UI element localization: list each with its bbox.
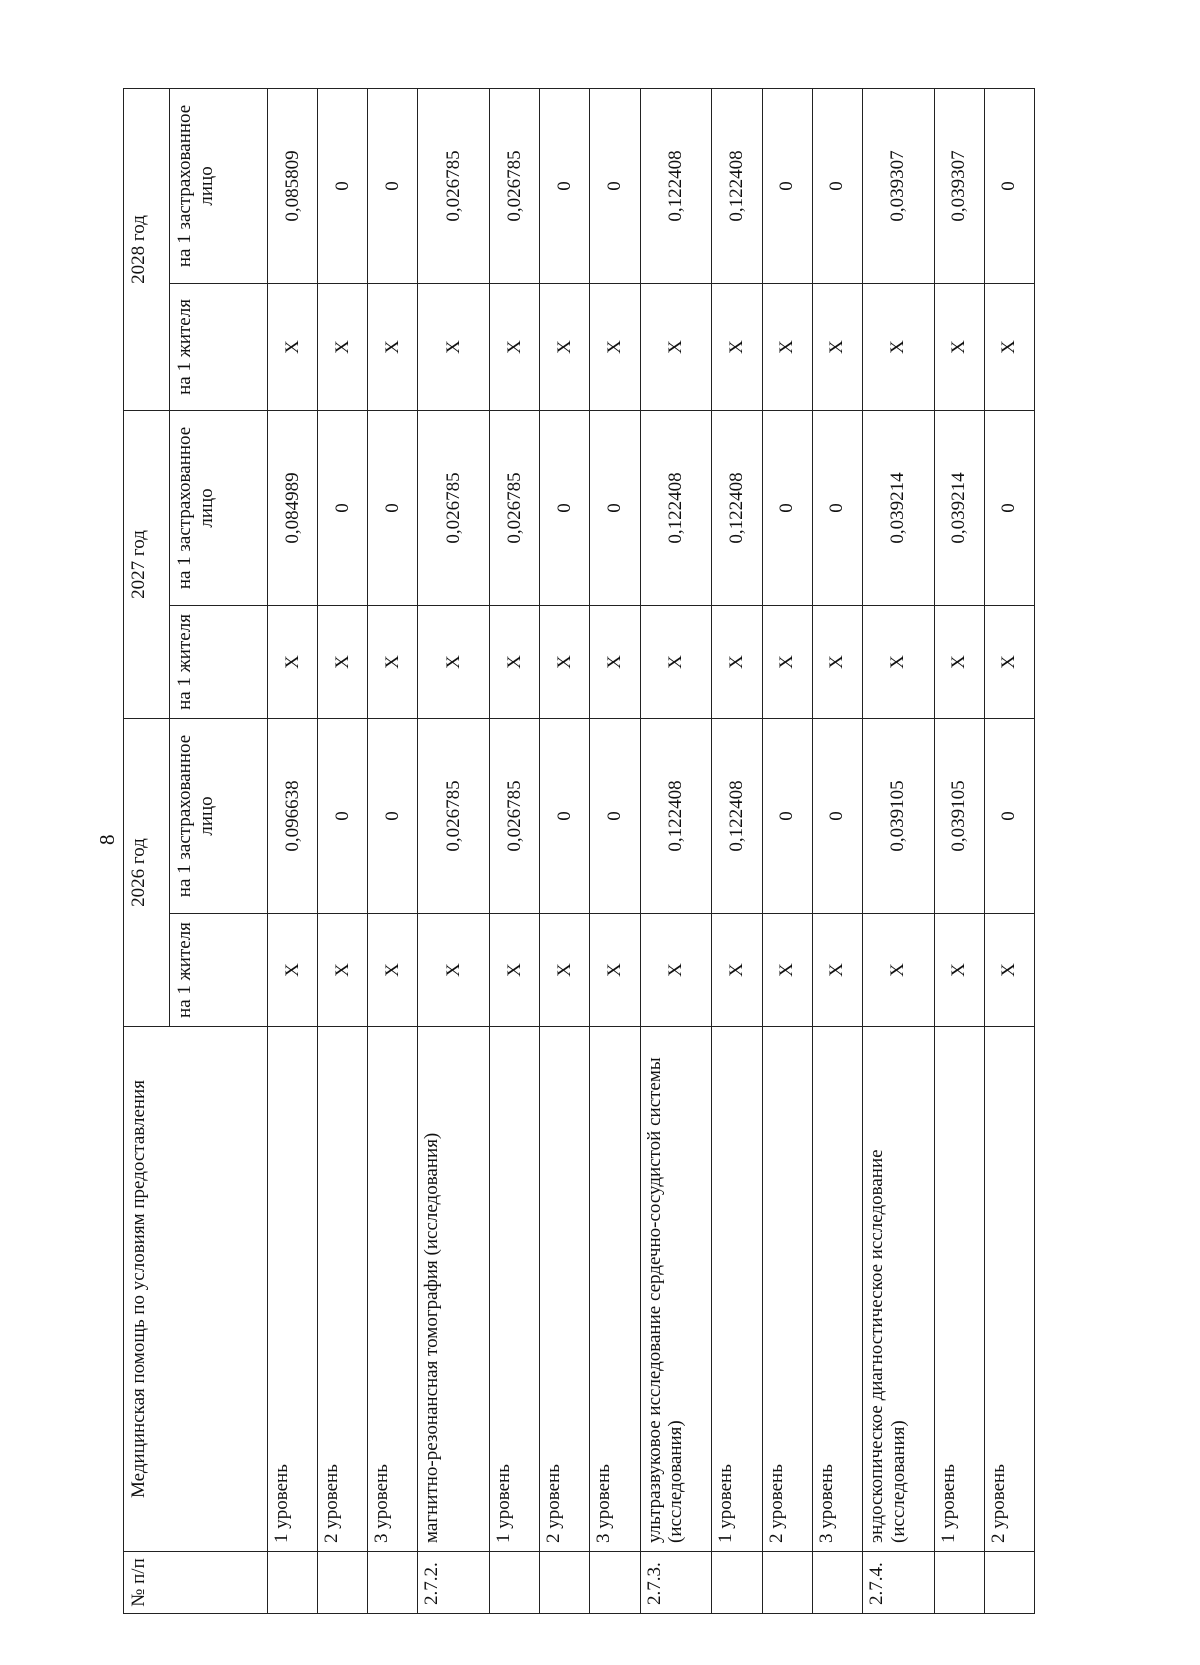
- row-name: 2 уровень: [762, 1027, 812, 1552]
- row-name: 1 уровень: [490, 1027, 540, 1552]
- cell-per-insured: 0: [540, 718, 590, 913]
- cell-per-resident: X: [368, 605, 418, 718]
- row-number: [984, 1552, 1034, 1614]
- header-per-resident: на 1 жителя: [170, 605, 268, 718]
- cell-per-insured: 0: [812, 718, 862, 913]
- page-number: 8: [95, 834, 119, 845]
- cell-per-insured: 0,026785: [490, 410, 540, 605]
- cell-per-insured: 0,122408: [640, 88, 712, 283]
- row-number: [812, 1552, 862, 1614]
- cell-per-insured: 0,122408: [712, 88, 762, 283]
- cell-per-resident: X: [418, 605, 490, 718]
- header-per-resident: на 1 жителя: [170, 283, 268, 410]
- cell-per-insured: 0,026785: [418, 718, 490, 913]
- cell-per-resident: X: [318, 914, 368, 1027]
- cell-per-insured: 0,039307: [862, 88, 934, 283]
- row-name: 3 уровень: [368, 1027, 418, 1552]
- cell-per-insured: 0: [984, 718, 1034, 913]
- header-year-2026: 2026 год: [124, 718, 170, 1026]
- header-year-2028: 2028 год: [124, 88, 170, 410]
- row-name: 3 уровень: [590, 1027, 640, 1552]
- cell-per-insured: 0: [318, 718, 368, 913]
- cell-per-insured: 0,122408: [712, 718, 762, 913]
- row-name: ультразвуковое исследование сердечно-сосудистой системы (исследования): [640, 1027, 712, 1552]
- row-number: [368, 1552, 418, 1614]
- cell-per-resident: X: [812, 605, 862, 718]
- cell-per-resident: X: [640, 283, 712, 410]
- cell-per-resident: X: [490, 914, 540, 1027]
- cell-per-insured: 0: [590, 718, 640, 913]
- row-number: [490, 1552, 540, 1614]
- cell-per-insured: 0,085809: [268, 88, 318, 283]
- cell-per-resident: X: [268, 283, 318, 410]
- cell-per-resident: X: [590, 914, 640, 1027]
- cell-per-insured: 0: [368, 410, 418, 605]
- row-number: [268, 1552, 318, 1614]
- row-name: 1 уровень: [268, 1027, 318, 1552]
- cell-per-insured: 0,026785: [490, 88, 540, 283]
- cell-per-insured: 0,026785: [418, 88, 490, 283]
- table-body: [268, 88, 1035, 1613]
- cell-per-insured: 0,084989: [268, 410, 318, 605]
- cell-per-resident: X: [540, 605, 590, 718]
- cell-per-resident: X: [812, 283, 862, 410]
- cell-per-insured: 0,122408: [712, 410, 762, 605]
- cell-per-resident: X: [984, 605, 1034, 718]
- cell-per-insured: 0,039105: [934, 718, 984, 913]
- row-name: магнитно-резонансная томография (исследования): [418, 1027, 490, 1552]
- cell-per-insured: 0,039214: [862, 410, 934, 605]
- table-row: [934, 88, 984, 1613]
- indicators-table: [123, 88, 1035, 1614]
- table-row: [862, 88, 934, 1613]
- cell-per-insured: 0: [318, 410, 368, 605]
- row-number: [318, 1552, 368, 1614]
- cell-per-resident: X: [540, 914, 590, 1027]
- table-row: [540, 88, 590, 1613]
- cell-per-insured: 0,039214: [934, 410, 984, 605]
- cell-per-insured: 0,039307: [934, 88, 984, 283]
- rotated-table-container: [123, 89, 1035, 1614]
- row-number: 2.7.4.: [862, 1552, 934, 1614]
- cell-per-insured: 0: [590, 410, 640, 605]
- cell-per-resident: X: [418, 914, 490, 1027]
- header-name: Медицинская помощь по условиям предоставления: [124, 1027, 268, 1552]
- row-number: [540, 1552, 590, 1614]
- row-number: [590, 1552, 640, 1614]
- cell-per-insured: 0,122408: [640, 410, 712, 605]
- header-per-resident: на 1 жителя: [170, 914, 268, 1027]
- cell-per-resident: X: [590, 605, 640, 718]
- cell-per-resident: X: [862, 605, 934, 718]
- cell-per-resident: X: [762, 605, 812, 718]
- row-number: [934, 1552, 984, 1614]
- cell-per-resident: X: [640, 605, 712, 718]
- row-name: 3 уровень: [812, 1027, 862, 1552]
- row-name: 2 уровень: [540, 1027, 590, 1552]
- table-row: [418, 88, 490, 1613]
- cell-per-insured: 0,026785: [490, 718, 540, 913]
- table-row: [984, 88, 1034, 1613]
- cell-per-resident: X: [418, 283, 490, 410]
- cell-per-insured: 0: [984, 88, 1034, 283]
- cell-per-resident: X: [268, 914, 318, 1027]
- cell-per-resident: X: [712, 605, 762, 718]
- cell-per-insured: 0: [368, 718, 418, 913]
- cell-per-resident: X: [762, 914, 812, 1027]
- header-per-insured: на 1 застрахованное лицо: [170, 410, 268, 605]
- cell-per-insured: 0: [812, 410, 862, 605]
- row-name: эндоскопическое диагностическое исследование (исследования): [862, 1027, 934, 1552]
- row-name: 2 уровень: [318, 1027, 368, 1552]
- row-number: 2.7.3.: [640, 1552, 712, 1614]
- table-row: [368, 88, 418, 1613]
- header-per-insured: на 1 застрахованное лицо: [170, 718, 268, 913]
- cell-per-resident: X: [590, 283, 640, 410]
- cell-per-insured: 0: [540, 410, 590, 605]
- cell-per-resident: X: [490, 283, 540, 410]
- header-year-2027: 2027 год: [124, 410, 170, 718]
- cell-per-resident: X: [540, 283, 590, 410]
- cell-per-resident: X: [712, 914, 762, 1027]
- cell-per-insured: 0: [318, 88, 368, 283]
- cell-per-resident: X: [318, 283, 368, 410]
- header-num: № п/п: [124, 1552, 268, 1614]
- cell-per-insured: 0: [762, 718, 812, 913]
- cell-per-insured: 0,122408: [640, 718, 712, 913]
- row-name: 2 уровень: [984, 1027, 1034, 1552]
- cell-per-resident: X: [934, 914, 984, 1027]
- cell-per-insured: 0,039105: [862, 718, 934, 913]
- cell-per-resident: X: [762, 283, 812, 410]
- row-number: [762, 1552, 812, 1614]
- cell-per-insured: 0: [812, 88, 862, 283]
- table-row: [490, 88, 540, 1613]
- cell-per-insured: 0: [762, 88, 812, 283]
- table-row: [812, 88, 862, 1613]
- cell-per-resident: X: [268, 605, 318, 718]
- cell-per-resident: X: [934, 605, 984, 718]
- header-per-insured: на 1 застрахованное лицо: [170, 88, 268, 283]
- cell-per-insured: 0,026785: [418, 410, 490, 605]
- cell-per-resident: X: [712, 283, 762, 410]
- table-row: [590, 88, 640, 1613]
- cell-per-resident: X: [984, 283, 1034, 410]
- cell-per-resident: X: [934, 283, 984, 410]
- cell-per-insured: 0,096638: [268, 718, 318, 913]
- table-row: [640, 88, 712, 1613]
- cell-per-insured: 0: [984, 410, 1034, 605]
- row-number: [712, 1552, 762, 1614]
- cell-per-resident: X: [862, 914, 934, 1027]
- cell-per-insured: 0: [368, 88, 418, 283]
- cell-per-insured: 0: [590, 88, 640, 283]
- table-row: [712, 88, 762, 1613]
- cell-per-insured: 0: [540, 88, 590, 283]
- table-row: [762, 88, 812, 1613]
- cell-per-resident: X: [812, 914, 862, 1027]
- table-row: [318, 88, 368, 1613]
- cell-per-resident: X: [318, 605, 368, 718]
- table-row: [268, 88, 318, 1613]
- cell-per-resident: X: [862, 283, 934, 410]
- cell-per-resident: X: [640, 914, 712, 1027]
- row-name: 1 уровень: [712, 1027, 762, 1552]
- cell-per-resident: X: [490, 605, 540, 718]
- row-number: 2.7.2.: [418, 1552, 490, 1614]
- cell-per-insured: 0: [762, 410, 812, 605]
- cell-per-resident: X: [368, 283, 418, 410]
- cell-per-resident: X: [984, 914, 1034, 1027]
- row-name: 1 уровень: [934, 1027, 984, 1552]
- header-row-years: [124, 88, 170, 1613]
- cell-per-resident: X: [368, 914, 418, 1027]
